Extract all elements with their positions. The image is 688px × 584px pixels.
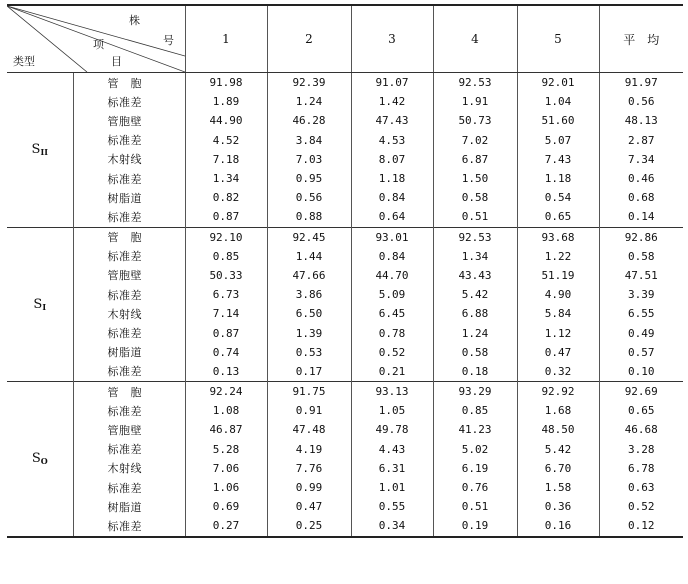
value-cell: 49.78 (351, 420, 433, 439)
value-cell: 91.07 (351, 73, 433, 93)
value-cell: 0.27 (185, 516, 267, 536)
value-cell: 6.50 (267, 304, 351, 323)
value-cell: 0.84 (351, 247, 433, 266)
value-cell: 1.91 (433, 92, 517, 111)
value-cell: 6.55 (599, 304, 683, 323)
value-cell: 6.70 (517, 459, 599, 478)
value-cell: 7.02 (433, 131, 517, 150)
value-cell: 0.69 (185, 497, 267, 516)
value-cell: 0.56 (599, 92, 683, 111)
table-row (7, 111, 683, 130)
value-cell: 0.85 (433, 401, 517, 420)
table-row (7, 362, 683, 382)
value-cell: 93.13 (351, 382, 433, 402)
value-cell: 92.53 (433, 73, 517, 93)
table-row (7, 285, 683, 304)
value-cell: 91.98 (185, 73, 267, 93)
table-row (7, 478, 683, 497)
value-cell: 91.97 (599, 73, 683, 93)
value-cell: 0.84 (351, 188, 433, 207)
value-cell: 1.12 (517, 323, 599, 342)
item-label: 标准差 (107, 288, 142, 302)
value-cell: 92.39 (267, 73, 351, 93)
value-cell: 0.21 (351, 362, 433, 382)
value-cell: 7.34 (599, 150, 683, 169)
value-cell: 6.73 (185, 285, 267, 304)
type-cell (7, 73, 73, 228)
value-cell: 92.69 (599, 382, 683, 402)
value-cell: 5.84 (517, 304, 599, 323)
type-main: S (33, 296, 43, 312)
value-cell: 5.42 (433, 285, 517, 304)
value-cell: 0.65 (517, 207, 599, 227)
value-cell: 0.99 (267, 478, 351, 497)
value-cell: 44.90 (185, 111, 267, 130)
value-cell: 92.86 (599, 227, 683, 247)
value-cell: 0.64 (351, 207, 433, 227)
item-label: 标准差 (107, 519, 142, 533)
value-cell: 6.87 (433, 150, 517, 169)
value-cell: 44.70 (351, 266, 433, 285)
value-cell: 0.36 (517, 497, 599, 516)
item-label: 标准差 (107, 95, 142, 109)
type-main: S (31, 451, 41, 467)
data-table (7, 4, 683, 538)
value-cell: 92.45 (267, 227, 351, 247)
value-cell: 1.18 (351, 169, 433, 188)
value-cell: 43.43 (433, 266, 517, 285)
type-subscript: I (42, 301, 47, 312)
column-header: 2 (267, 5, 351, 73)
value-cell: 51.60 (517, 111, 599, 130)
table-row (7, 343, 683, 362)
value-cell: 8.07 (351, 150, 433, 169)
column-header: 4 (433, 5, 517, 73)
value-cell: 47.43 (351, 111, 433, 130)
value-cell: 0.52 (599, 497, 683, 516)
value-cell: 93.29 (433, 382, 517, 402)
value-cell: 92.53 (433, 227, 517, 247)
value-cell: 1.42 (351, 92, 433, 111)
value-cell: 48.50 (517, 420, 599, 439)
table-row (7, 382, 683, 402)
value-cell: 93.68 (517, 227, 599, 247)
value-cell: 91.75 (267, 382, 351, 402)
value-cell: 7.18 (185, 150, 267, 169)
value-cell: 3.39 (599, 285, 683, 304)
value-cell: 0.47 (267, 497, 351, 516)
value-cell: 2.87 (599, 131, 683, 150)
value-cell: 1.50 (433, 169, 517, 188)
value-cell: 1.22 (517, 247, 599, 266)
value-cell: 0.78 (351, 323, 433, 342)
value-cell: 1.04 (517, 92, 599, 111)
value-cell: 0.74 (185, 343, 267, 362)
value-cell: 47.48 (267, 420, 351, 439)
value-cell: 92.10 (185, 227, 267, 247)
value-cell: 47.51 (599, 266, 683, 285)
value-cell: 0.57 (599, 343, 683, 362)
value-cell: 0.87 (185, 323, 267, 342)
value-cell: 1.01 (351, 478, 433, 497)
item-label: 管 胞 (73, 382, 185, 402)
type-subscript: O (40, 456, 48, 467)
table-row (7, 323, 683, 342)
item-label: 标准差 (107, 365, 142, 379)
table-row (7, 247, 683, 266)
value-cell: 0.16 (517, 516, 599, 536)
item-label: 管 胞 (107, 76, 142, 90)
item-label: 标准差 (107, 443, 142, 457)
value-cell: 6.78 (599, 459, 683, 478)
value-cell: 0.10 (599, 362, 683, 382)
value-cell: 1.44 (267, 247, 351, 266)
value-cell: 6.88 (433, 304, 517, 323)
value-cell: 1.34 (433, 247, 517, 266)
value-cell: 0.54 (517, 188, 599, 207)
item-label: 木射线 (107, 307, 142, 321)
table-row (7, 73, 683, 93)
header-row (7, 5, 683, 73)
table-row (7, 227, 683, 247)
value-cell: 1.34 (185, 169, 267, 188)
value-cell: 46.68 (599, 420, 683, 439)
value-cell: 7.43 (517, 150, 599, 169)
value-cell: 48.13 (599, 111, 683, 130)
value-cell: 0.58 (433, 188, 517, 207)
value-cell: 7.06 (185, 459, 267, 478)
table-row (7, 459, 683, 478)
value-cell: 41.23 (433, 420, 517, 439)
column-header: 1 (185, 5, 267, 73)
type-subscript: II (40, 147, 48, 158)
value-cell: 46.87 (185, 420, 267, 439)
table-row (7, 401, 683, 420)
value-cell: 7.76 (267, 459, 351, 478)
value-cell: 0.51 (433, 207, 517, 227)
value-cell: 0.65 (599, 401, 683, 420)
item-label: 标准差 (107, 210, 142, 224)
item-label: 木射线 (107, 153, 142, 167)
value-cell: 3.84 (267, 131, 351, 150)
value-cell: 7.14 (185, 304, 267, 323)
value-cell: 0.25 (267, 516, 351, 536)
value-cell: 0.13 (185, 362, 267, 382)
table-row (7, 150, 683, 169)
value-cell: 6.45 (351, 304, 433, 323)
value-cell: 0.17 (267, 362, 351, 382)
table-row (7, 304, 683, 323)
table-row (7, 497, 683, 516)
item-label: 树脂道 (107, 191, 142, 205)
item-label: 管胞壁 (107, 269, 142, 283)
value-cell: 0.52 (351, 343, 433, 362)
value-cell: 0.19 (433, 516, 517, 536)
value-cell: 0.85 (185, 247, 267, 266)
value-cell: 0.76 (433, 478, 517, 497)
value-cell: 0.55 (351, 497, 433, 516)
value-cell: 5.42 (517, 440, 599, 459)
value-cell: 0.14 (599, 207, 683, 227)
value-cell: 50.33 (185, 266, 267, 285)
item-label: 树脂道 (107, 500, 142, 514)
value-cell: 0.51 (433, 497, 517, 516)
value-cell: 1.39 (267, 323, 351, 342)
value-cell: 0.87 (185, 207, 267, 227)
value-cell: 6.31 (351, 459, 433, 478)
value-cell: 46.28 (267, 111, 351, 130)
table-row (7, 266, 683, 285)
value-cell: 5.07 (517, 131, 599, 150)
value-cell: 92.01 (517, 73, 599, 93)
value-cell: 4.90 (517, 285, 599, 304)
value-cell: 0.91 (267, 401, 351, 420)
table-row (7, 169, 683, 188)
value-cell: 93.01 (351, 227, 433, 247)
value-cell: 92.24 (185, 382, 267, 402)
value-cell: 0.53 (267, 343, 351, 362)
value-cell: 1.18 (517, 169, 599, 188)
item-label: 标准差 (107, 404, 142, 418)
table-row (7, 516, 683, 536)
item-label: 标准差 (107, 134, 142, 148)
value-cell: 0.56 (267, 188, 351, 207)
value-cell: 92.92 (517, 382, 599, 402)
type-cell (7, 382, 73, 537)
item-label: 标准差 (107, 481, 142, 495)
value-cell: 1.24 (267, 92, 351, 111)
value-cell: 47.66 (267, 266, 351, 285)
value-cell: 0.34 (351, 516, 433, 536)
column-header: 3 (351, 5, 433, 73)
value-cell: 51.19 (517, 266, 599, 285)
value-cell: 4.19 (267, 440, 351, 459)
table-row (7, 440, 683, 459)
corner-label-number: 号 (163, 34, 174, 47)
value-cell: 4.53 (351, 131, 433, 150)
column-header: 5 (517, 5, 599, 73)
value-cell: 0.18 (433, 362, 517, 382)
value-cell: 0.58 (599, 247, 683, 266)
value-cell: 1.68 (517, 401, 599, 420)
value-cell: 6.19 (433, 459, 517, 478)
type-cell (7, 227, 73, 382)
corner-label-item2: 目 (111, 55, 122, 68)
value-cell: 0.95 (267, 169, 351, 188)
value-cell: 0.47 (517, 343, 599, 362)
table-row (7, 420, 683, 439)
value-cell: 0.12 (599, 516, 683, 536)
item-label: 标准差 (107, 172, 142, 186)
corner-label-item: 项 (93, 38, 104, 51)
table-row (7, 131, 683, 150)
value-cell: 1.05 (351, 401, 433, 420)
value-cell: 0.49 (599, 323, 683, 342)
corner-label-type: 类型 (13, 55, 35, 68)
value-cell: 4.52 (185, 131, 267, 150)
value-cell: 0.88 (267, 207, 351, 227)
value-cell: 3.86 (267, 285, 351, 304)
column-header-average: 平 均 (599, 5, 683, 73)
item-label: 管胞壁 (107, 423, 142, 437)
value-cell: 5.09 (351, 285, 433, 304)
item-label: 标准差 (107, 327, 142, 341)
value-cell: 3.28 (599, 440, 683, 459)
type-main: S (31, 142, 41, 158)
corner-header-cell (7, 5, 185, 73)
corner-label-plant: 株 (129, 14, 140, 27)
value-cell: 0.82 (185, 188, 267, 207)
value-cell: 0.32 (517, 362, 599, 382)
value-cell: 1.24 (433, 323, 517, 342)
item-label: 管胞壁 (107, 114, 142, 128)
value-cell: 0.68 (599, 188, 683, 207)
value-cell: 1.58 (517, 478, 599, 497)
value-cell: 0.63 (599, 478, 683, 497)
table-body (7, 73, 683, 537)
value-cell: 4.43 (351, 440, 433, 459)
item-label: 木射线 (107, 462, 142, 476)
value-cell: 50.73 (433, 111, 517, 130)
value-cell: 7.03 (267, 150, 351, 169)
value-cell: 0.58 (433, 343, 517, 362)
table-row (7, 92, 683, 111)
value-cell: 1.89 (185, 92, 267, 111)
value-cell: 5.28 (185, 440, 267, 459)
value-cell: 1.08 (185, 401, 267, 420)
value-cell: 0.46 (599, 169, 683, 188)
value-cell: 1.06 (185, 478, 267, 497)
item-label: 树脂道 (107, 346, 142, 360)
table-row (7, 207, 683, 227)
value-cell: 5.02 (433, 440, 517, 459)
item-label: 标准差 (107, 250, 142, 264)
table-row (7, 188, 683, 207)
item-label: 管 胞 (73, 227, 185, 247)
